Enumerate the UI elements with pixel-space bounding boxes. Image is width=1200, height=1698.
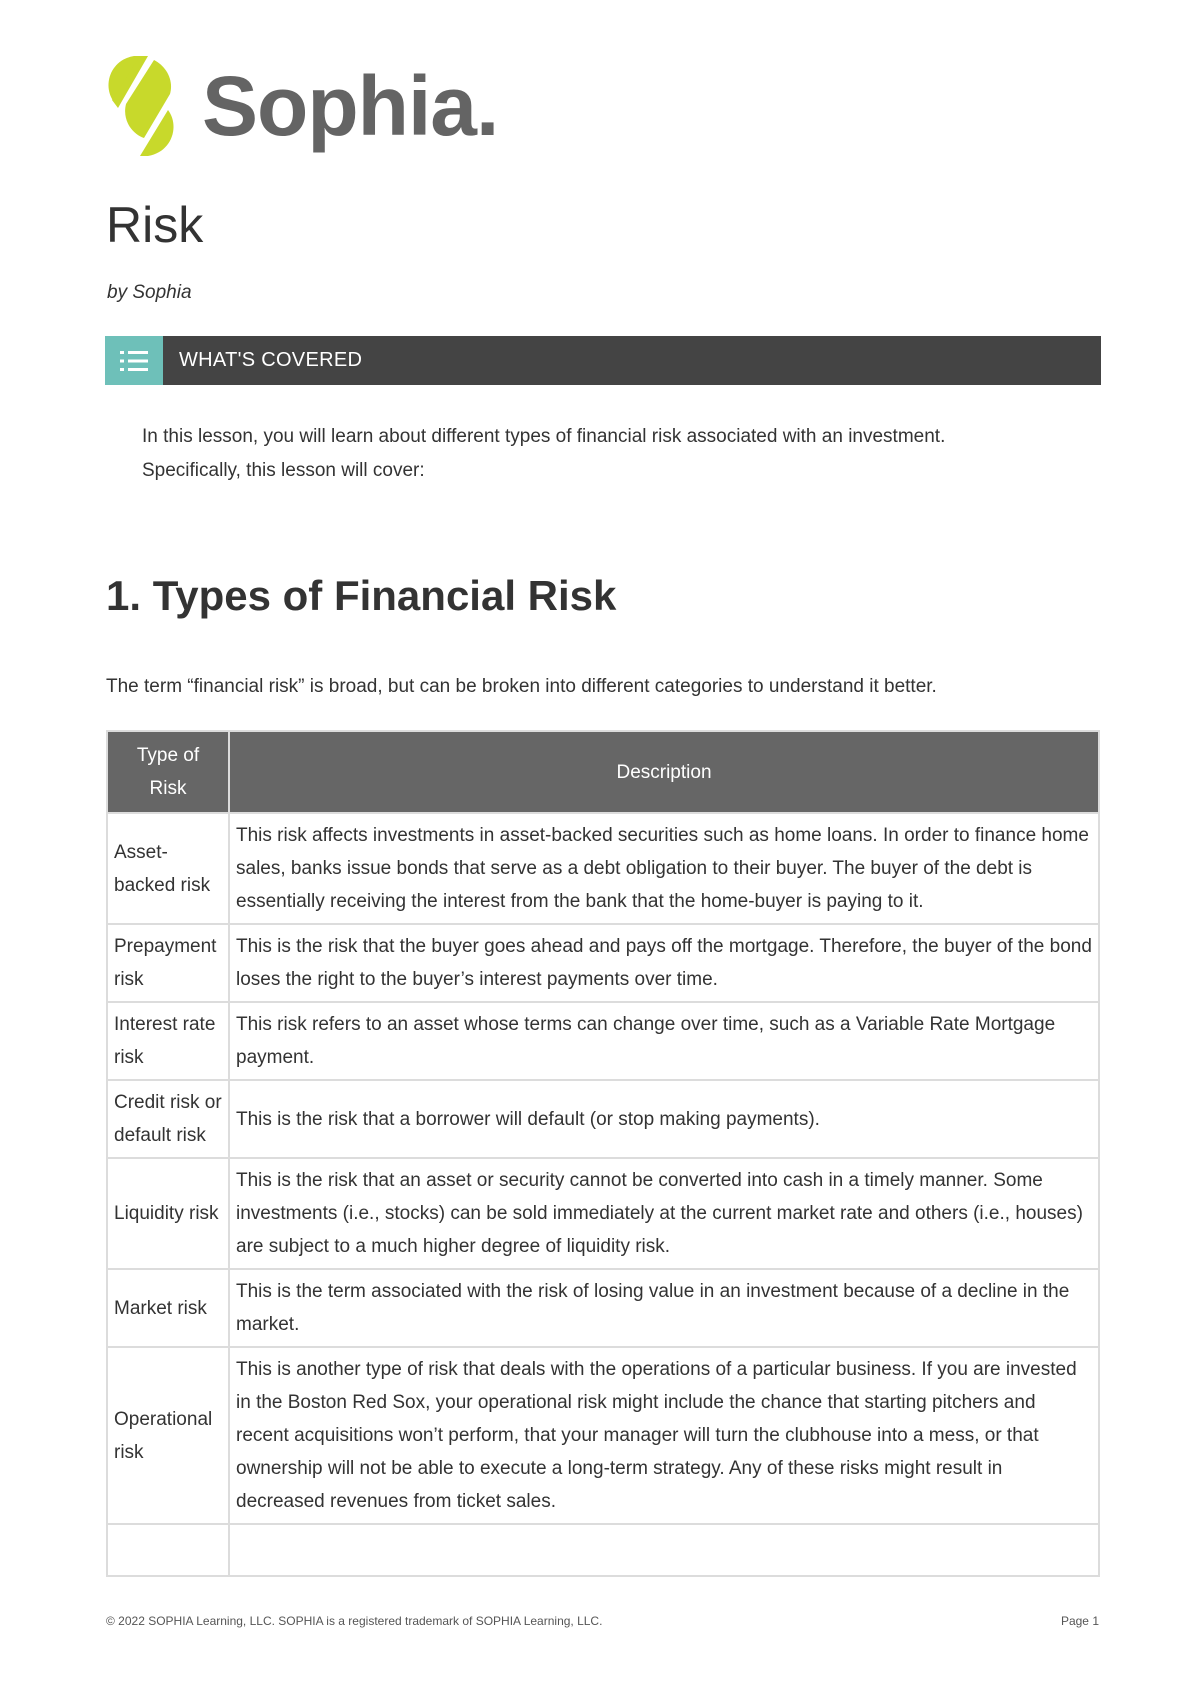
risk-type-cell: Credit risk or default risk: [107, 1080, 229, 1158]
whats-covered-banner: [105, 336, 1101, 385]
footer-copyright: © 2022 SOPHIA Learning, LLC. SOPHIA is a registered trademark of SOPHIA Learning, LLC.: [106, 1614, 603, 1628]
sophia-logo-icon: [104, 56, 178, 156]
risk-type-cell: Asset-backed risk: [107, 813, 229, 924]
sophia-logo: [104, 56, 498, 156]
risk-description-cell: This risk affects investments in asset-backed securities such as home loans. In order to finance home sales, banks issue bonds that serve as a debt obligation to their buyer. The buyer of the debt is essentially receiving the interest from the bank that the home-buyer is paying to it.: [229, 813, 1099, 924]
table-row: [107, 1080, 1099, 1158]
section-heading: 1. Types of Financial Risk: [106, 572, 617, 619]
risk-types-table: [106, 730, 1100, 1577]
risk-type-cell: Market risk: [107, 1269, 229, 1347]
page-title: Risk: [106, 197, 204, 253]
list-icon: [105, 336, 163, 385]
column-header-type: Type of Risk: [107, 731, 229, 813]
sophia-wordmark: Sophia.: [202, 59, 499, 153]
risk-description-cell: This is the term associated with the risk of losing value in an investment because of a decline in the market.: [229, 1269, 1099, 1347]
intro-line-1: In this lesson, you will learn about different types of financial risk associated with an investment.: [142, 426, 946, 447]
risk-description-cell: This is the risk that the buyer goes ahead and pays off the mortgage. Therefore, the buyer of the bond loses the right to the buyer’s interest payments over time.: [229, 924, 1099, 1002]
section-lead: The term “financial risk” is broad, but can be broken into different categories to understand it better.: [106, 676, 937, 697]
column-header-description: Description: [229, 731, 1099, 813]
intro-line-2: Specifically, this lesson will cover:: [142, 460, 425, 481]
table-row: [107, 1347, 1099, 1524]
risk-type-cell: Operational risk: [107, 1347, 229, 1524]
empty-cell: [107, 1524, 229, 1576]
table-row: [107, 813, 1099, 924]
risk-type-cell: Liquidity risk: [107, 1158, 229, 1269]
table-header-row: [107, 731, 1099, 813]
risk-description-cell: This is the risk that a borrower will default (or stop making payments).: [229, 1080, 1099, 1158]
risk-description-cell: This is the risk that an asset or security cannot be converted into cash in a timely manner. Some investments (i.e., stocks) can be sold immediately at the current market rate and others (i.e., houses) are subject to a much higher degree of liquidity risk.: [229, 1158, 1099, 1269]
table-row: [107, 1158, 1099, 1269]
whats-covered-label: WHAT'S COVERED: [179, 349, 363, 371]
byline: by Sophia: [107, 282, 192, 303]
risk-description-cell: This risk refers to an asset whose terms can change over time, such as a Variable Rate Mortgage payment.: [229, 1002, 1099, 1080]
intro-text: [142, 420, 1042, 488]
footer-page-number: Page 1: [1060, 1614, 1099, 1628]
table-row: [107, 924, 1099, 1002]
table-row: [107, 1269, 1099, 1347]
table-row-continued: [107, 1524, 1099, 1576]
risk-type-cell: Interest rate risk: [107, 1002, 229, 1080]
risk-description-cell: This is another type of risk that deals with the operations of a particular business. If you are invested in the Boston Red Sox, your operational risk might include the chance that starting pitchers and recent acquisitions won’t perform, that your manager will turn the clubhouse into a mess, or that ownership will not be able to execute a long-term strategy. Any of these risks might result in decreased revenues from ticket sales.: [229, 1347, 1099, 1524]
table-row: [107, 1002, 1099, 1080]
risk-type-cell: Prepayment risk: [107, 924, 229, 1002]
empty-cell: [229, 1524, 1099, 1576]
